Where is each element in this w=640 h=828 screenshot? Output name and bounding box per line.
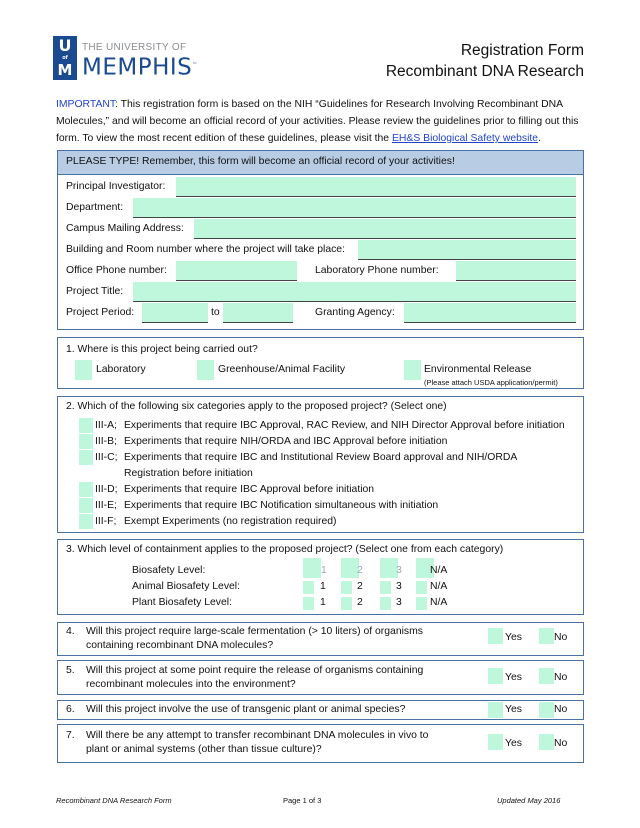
q6-yes-checkbox[interactable] (488, 702, 503, 718)
q1-laboratory-label: Laboratory (96, 364, 146, 375)
q5-text-line1: Will this project at some point require the release of organisms containing (86, 665, 424, 676)
q4-yes-checkbox[interactable] (488, 628, 503, 644)
please-type-banner: PLEASE TYPE! Remember, this form will become an official record of your activities! (58, 151, 583, 175)
q2-text: 2. Which of the following six categories apply to the proposed project? (Select one) (66, 401, 447, 412)
q2-iii-e-text: Experiments that require IBC Notification simultaneous with initiation (124, 500, 439, 511)
logo-big-text: MEMPHIS™ (82, 54, 198, 81)
q7-yes-label: Yes (505, 738, 522, 749)
footer-page-number: Page 1 of 3 (283, 796, 322, 805)
lab-phone-input[interactable] (456, 261, 576, 281)
q3-animal-na-label: N/A (430, 581, 448, 592)
q5-yes-checkbox[interactable] (488, 668, 503, 684)
project-title-label: Project Title: (66, 286, 124, 297)
q3-plant-biosafety-label: Plant Biosafety Level: (132, 597, 232, 608)
q2-iii-d-checkbox[interactable] (79, 482, 93, 497)
q6-yes-label: Yes (505, 704, 522, 715)
pi-input[interactable] (176, 177, 576, 197)
q3-animal-biosafety-label: Animal Biosafety Level: (132, 581, 241, 592)
q3-plant-1-checkbox[interactable] (303, 597, 314, 610)
pi-label: Principal Investigator: (66, 181, 166, 192)
period-start-input[interactable] (142, 303, 208, 323)
q3-text: 3. Which level of containment applies to the proposed project? (Select one from each category) (66, 544, 504, 555)
q5-number: 5. (66, 665, 75, 676)
q3-biosafety-2-label: 2 (357, 565, 363, 576)
logo-u: U (58, 36, 72, 55)
q3-biosafety-1-label: 1 (321, 565, 327, 576)
q1-environmental-label: Environmental Release (424, 364, 532, 375)
intro-end: . (538, 133, 541, 144)
q3-animal-2-checkbox[interactable] (341, 581, 352, 594)
q4-no-checkbox[interactable] (539, 628, 554, 644)
q3-animal-2-label: 2 (357, 581, 363, 592)
project-period-label: Project Period: (66, 307, 135, 318)
q7-number: 7. (66, 730, 75, 741)
q1-greenhouse-label: Greenhouse/Animal Facility (218, 364, 346, 375)
q6-no-label: No (554, 704, 568, 715)
q3-animal-3-checkbox[interactable] (380, 581, 391, 594)
intro-text: : This registration form is based on the NIH “Guidelines for Research Involving Recombinant DNA Molecules,” and will become an official record of your activities. Please review the guidelines prior to filling out this form. To view the most recent edition of these guidelines, please visit the (56, 99, 579, 144)
office-phone-input[interactable] (176, 261, 297, 281)
q2-iii-e-code: III-E; (95, 500, 117, 511)
q1-usda-note: (Please attach USDA application/permit) (424, 378, 558, 387)
q3-animal-na-checkbox[interactable] (416, 581, 427, 594)
document-title (386, 40, 584, 82)
q2-iii-c-checkbox[interactable] (79, 450, 93, 465)
question-5-section (57, 660, 584, 695)
q7-yes-checkbox[interactable] (488, 734, 503, 750)
q2-iii-d-text: Experiments that require IBC Approval before initiation (124, 484, 375, 495)
question-1-section (57, 337, 584, 389)
q2-iii-e-checkbox[interactable] (79, 498, 93, 513)
office-phone-label: Office Phone number: (66, 265, 167, 276)
q2-iii-c-text-cont: Registration before initiation (124, 468, 253, 479)
q3-plant-na-label: N/A (430, 597, 448, 608)
logo-small-text: THE UNIVERSITY OF (82, 42, 187, 53)
q3-plant-2-label: 2 (357, 597, 363, 608)
department-input[interactable] (133, 198, 576, 218)
logo-m: M (57, 61, 73, 79)
to-label: to (211, 307, 220, 318)
q5-yes-label: Yes (505, 672, 522, 683)
q3-plant-3-checkbox[interactable] (380, 597, 391, 610)
q2-iii-c-text: Experiments that require IBC and Institutional Review Board approval and NIH/ORDA (124, 452, 518, 463)
question-2-section (57, 396, 584, 533)
q6-text: Will this project involve the use of transgenic plant or animal species? (86, 704, 406, 715)
footer-updated-date: Updated May 2016 (497, 796, 561, 805)
granting-agency-input[interactable] (404, 303, 576, 323)
q3-plant-na-checkbox[interactable] (416, 597, 427, 610)
q3-animal-1-label: 1 (320, 581, 326, 592)
q4-number: 4. (66, 626, 75, 637)
q2-iii-b-code: III-B; (95, 436, 117, 447)
q1-environmental-checkbox[interactable] (404, 360, 421, 380)
q3-biosafety-na-label: N/A (430, 565, 448, 576)
question-3-section (57, 539, 584, 615)
footer-form-name: Recombinant DNA Research Form (56, 796, 172, 805)
question-4-section (57, 622, 584, 656)
q5-no-checkbox[interactable] (539, 668, 554, 684)
q4-text-line1: Will this project require large-scale fermentation (> 10 liters) of organisms (86, 626, 423, 637)
q7-no-label: No (554, 738, 568, 749)
important-label: IMPORTANT (56, 99, 116, 110)
building-label: Building and Room number where the project will take place: (66, 244, 345, 255)
period-end-input[interactable] (223, 303, 293, 323)
q1-greenhouse-checkbox[interactable] (197, 360, 214, 380)
q5-no-label: No (554, 672, 568, 683)
title-line-1: Registration Form (460, 42, 584, 59)
question-6-section (57, 700, 584, 720)
q3-biosafety-1-checkbox[interactable] (303, 558, 321, 578)
q4-no-label: No (554, 632, 568, 643)
logo-of: of (62, 55, 68, 61)
logo-memphis: MEMPHIS (82, 54, 193, 81)
q1-text: 1. Where is this project being carried out? (66, 344, 258, 355)
q4-yes-label: Yes (505, 632, 522, 643)
q6-no-checkbox[interactable] (539, 702, 554, 718)
q7-no-checkbox[interactable] (539, 734, 554, 750)
granting-agency-label: Granting Agency: (315, 307, 395, 318)
q3-biosafety-3-label: 3 (396, 565, 402, 576)
mailing-input[interactable] (194, 219, 576, 239)
q3-biosafety-label: Biosafety Level: (132, 565, 206, 576)
q5-text-line2: recombinant molecules into the environment? (86, 679, 296, 690)
q3-plant-3-label: 3 (396, 597, 402, 608)
q2-iii-f-checkbox[interactable] (79, 514, 93, 529)
investigator-info-section (57, 150, 584, 330)
q2-iii-a-text: Experiments that require IBC Approval, RAC Review, and NIH Director Approval before initiation (124, 420, 565, 431)
q2-iii-b-checkbox[interactable] (79, 434, 93, 449)
q4-text-line2: containing recombinant DNA molecules? (86, 640, 274, 651)
q2-iii-a-code: III-A; (95, 420, 117, 431)
question-7-section (57, 724, 584, 763)
q3-plant-1-label: 1 (320, 597, 326, 608)
q2-iii-f-code: III-F; (95, 516, 117, 527)
q7-text-line1: Will there be any attempt to transfer recombinant DNA molecules in vivo to (86, 730, 429, 741)
building-input[interactable] (358, 240, 576, 260)
title-line-2: Recombinant DNA Research (385, 63, 584, 80)
mailing-label: Campus Mailing Address: (66, 223, 184, 234)
university-logo-mark (53, 36, 77, 80)
q1-laboratory-checkbox[interactable] (75, 360, 92, 380)
q2-iii-a-checkbox[interactable] (79, 418, 93, 433)
university-logo-text (82, 42, 198, 80)
department-label: Department: (66, 202, 124, 213)
q3-animal-3-label: 3 (396, 581, 402, 592)
q7-text-line2: plant or animal systems (other than tissue culture)? (86, 744, 322, 755)
lab-phone-label: Laboratory Phone number: (315, 265, 439, 276)
project-title-input[interactable] (133, 282, 576, 302)
q3-animal-1-checkbox[interactable] (303, 581, 314, 594)
q2-iii-d-code: III-D; (95, 484, 118, 495)
ehs-safety-link[interactable]: EH&S Biological Safety website (391, 133, 539, 144)
q3-plant-2-checkbox[interactable] (341, 597, 352, 610)
q2-iii-b-text: Experiments that require NIH/ORDA and IBC Approval before initiation (124, 436, 448, 447)
intro-paragraph (56, 96, 586, 147)
q2-iii-c-code: III-C; (95, 452, 118, 463)
q2-iii-f-text: Exempt Experiments (no registration required) (124, 516, 337, 527)
q6-number: 6. (66, 704, 75, 715)
